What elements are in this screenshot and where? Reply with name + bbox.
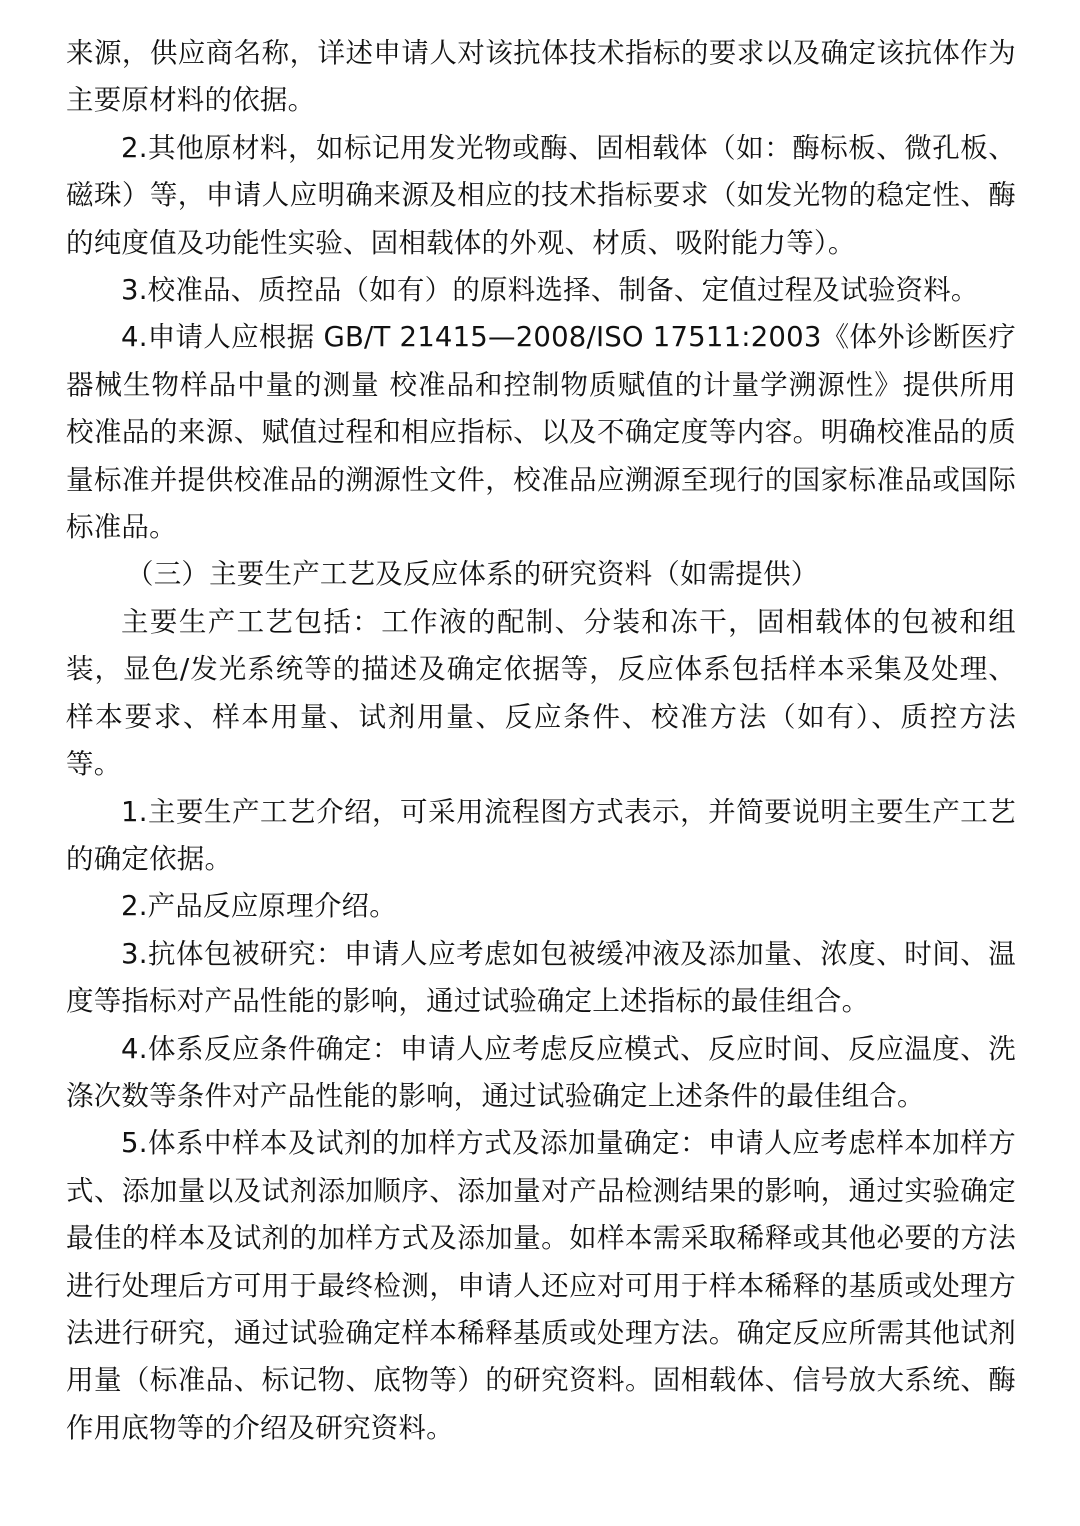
paragraph-calibrators-controls: 3.校准品、质控品（如有）的原料选择、制备、定值过程及试验资料。 (121, 274, 979, 307)
paragraph-reaction-conditions: 4.体系反应条件确定：申请人应考虑反应模式、反应时间、反应温度、洗涤次数等条件对产品性能的影响，通过试验确定上述条件的最佳组合。 (66, 1032, 1016, 1112)
paragraph-sample-reagent-addition: 5.体系中样本及试剂的加样方式及添加量确定：申请人应考虑样本加样方式、添加量以及试剂添加顺序、添加量对产品检测结果的影响，通过实验确定最佳的样本及试剂的加样方式及添加量。如样本需采取稀释或其他必要的方法进行处理后方可用于最终检测，申请人还应对可用于样本稀释的基质或处理方法进行研究，通过试验确定样本稀释基质或处理方法。确定反应所需其他试剂用量（标准品、标记物、底物等）的研究资料。固相载体、信号放大系统、酶作用底物等的介绍及研究资料。 (66, 1127, 1016, 1444)
paragraph-other-raw-materials: 2.其他原材料，如标记用发光物或酶、固相载体（如：酶标板、微孔板、磁珠）等，申请人应明确来源及相应的技术指标要求（如发光物的稳定性、酶的纯度值及功能性实验、固相载体的外观、材质、吸附能力等）。 (66, 131, 1016, 259)
paragraph-reaction-principle: 2.产品反应原理介绍。 (121, 890, 397, 923)
document-page (66, 30, 1016, 1452)
paragraph-raw-material-source-continuation: 来源，供应商名称，详述申请人对该抗体技术指标的要求以及确定该抗体作为主要原材料的依据。 (66, 37, 1016, 117)
paragraph-production-process-overview: 主要生产工艺包括：工作液的配制、分装和冻干，固相载体的包被和组装，显色/发光系统等的描述及确定依据等，反应体系包括样本采集及处理、样本要求、样本用量、试剂用量、反应条件、校准方法（如有）、质控方法等。 (66, 605, 1016, 781)
section-heading-production-process: （三）主要生产工艺及反应体系的研究资料（如需提供） (126, 558, 819, 591)
paragraph-calibrator-traceability: 4.申请人应根据 GB/T 21415—2008/ISO 17511:2003《体外诊断医疗器械生物样品中量的测量 校准品和控制物质赋值的计量学溯源性》提供所用校准品的来源、赋值过程和相应指标、以及不确定度等内容。明确校准品的质量标准并提供校准品的溯源性文件，校准品应溯源至现行的国家标准品或国际标准品。 (66, 321, 1016, 544)
paragraph-process-introduction: 1.主要生产工艺介绍，可采用流程图方式表示，并简要说明主要生产工艺的确定依据。 (66, 795, 1016, 875)
paragraph-antibody-coating-study: 3.抗体包被研究：申请人应考虑如包被缓冲液及添加量、浓度、时间、温度等指标对产品性能的影响，通过试验确定上述指标的最佳组合。 (66, 937, 1016, 1018)
